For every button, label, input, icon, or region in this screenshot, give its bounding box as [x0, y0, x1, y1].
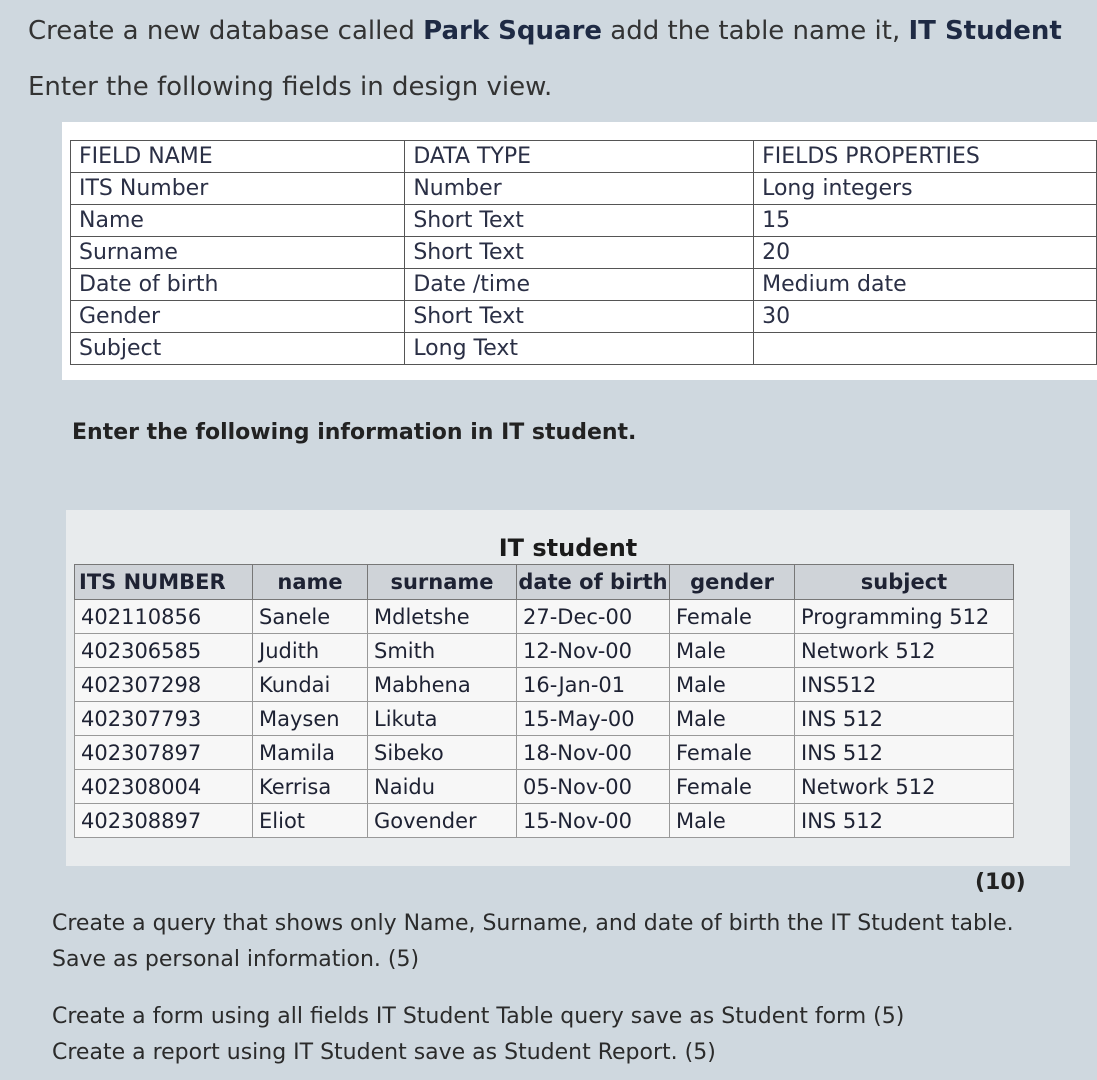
dob-cell: 16-Jan-01	[517, 668, 670, 702]
student-data-table	[74, 564, 1014, 838]
dob-cell: 15-May-00	[517, 702, 670, 736]
header-gender: gender	[670, 565, 795, 600]
surname-cell: Likuta	[368, 702, 517, 736]
subject-cell: INS512	[795, 668, 1014, 702]
subject-cell: Programming 512	[795, 600, 1014, 634]
data-type-cell: Date /time	[405, 269, 754, 301]
subject-cell: Network 512	[795, 770, 1014, 804]
gender-cell: Male	[670, 634, 795, 668]
intro-line	[28, 16, 1062, 46]
name-cell: Sanele	[253, 600, 368, 634]
name-cell: Mamila	[253, 736, 368, 770]
its-number-cell: 402307897	[75, 736, 253, 770]
table-row	[71, 333, 1097, 365]
table-row	[71, 173, 1097, 205]
intro-middle: add the table name it,	[602, 16, 909, 46]
student-table-panel	[66, 510, 1070, 866]
gender-cell: Male	[670, 702, 795, 736]
gender-cell: Male	[670, 804, 795, 838]
gender-cell: Male	[670, 668, 795, 702]
dob-cell: 12-Nov-00	[517, 634, 670, 668]
field-name-cell: ITS Number	[71, 173, 405, 205]
name-cell: Kerrisa	[253, 770, 368, 804]
field-name-cell: Date of birth	[71, 269, 405, 301]
question-query-line2: Save as personal information. (5)	[52, 947, 420, 972]
surname-cell: Mdletshe	[368, 600, 517, 634]
header-date-of-birth: date of birth	[517, 565, 670, 600]
table-header-row	[75, 565, 1014, 600]
field-property-cell: 30	[754, 301, 1097, 333]
header-subject: subject	[795, 565, 1014, 600]
its-number-cell: 402110856	[75, 600, 253, 634]
dob-cell: 15-Nov-00	[517, 804, 670, 838]
header-name: name	[253, 565, 368, 600]
table-row	[75, 668, 1014, 702]
its-number-cell: 402308004	[75, 770, 253, 804]
info-instruction: Enter the following information in IT student.	[72, 420, 637, 445]
header-data-type: DATA TYPE	[405, 141, 754, 173]
surname-cell: Govender	[368, 804, 517, 838]
name-cell: Eliot	[253, 804, 368, 838]
question-query	[52, 906, 1014, 978]
subject-cell: INS 512	[795, 736, 1014, 770]
table-row	[71, 205, 1097, 237]
field-name-cell: Surname	[71, 237, 405, 269]
data-type-cell: Short Text	[405, 205, 754, 237]
table-name: IT Student	[908, 16, 1062, 46]
subject-cell: INS 512	[795, 804, 1014, 838]
field-property-cell: Long integers	[754, 173, 1097, 205]
design-fields-table	[70, 140, 1097, 365]
dob-cell: 27-Dec-00	[517, 600, 670, 634]
intro-prefix: Create a new database called	[28, 16, 424, 46]
design-view-panel	[62, 122, 1097, 380]
surname-cell: Sibeko	[368, 736, 517, 770]
field-property-cell: 20	[754, 237, 1097, 269]
table-row	[75, 634, 1014, 668]
field-property-cell: 15	[754, 205, 1097, 237]
header-field-properties: FIELDS PROPERTIES	[754, 141, 1097, 173]
header-surname: surname	[368, 565, 517, 600]
database-name: Park Square	[423, 16, 603, 46]
marks-label: (10)	[975, 870, 1026, 895]
gender-cell: Female	[670, 770, 795, 804]
its-number-cell: 402307793	[75, 702, 253, 736]
its-number-cell: 402308897	[75, 804, 253, 838]
table-row	[75, 736, 1014, 770]
dob-cell: 05-Nov-00	[517, 770, 670, 804]
design-view-instruction: Enter the following fields in design view.	[28, 72, 553, 102]
gender-cell: Female	[670, 600, 795, 634]
subject-cell: Network 512	[795, 634, 1014, 668]
gender-cell: Female	[670, 736, 795, 770]
table-row	[75, 770, 1014, 804]
header-field-name: FIELD NAME	[71, 141, 405, 173]
surname-cell: Smith	[368, 634, 517, 668]
table-row	[71, 301, 1097, 333]
surname-cell: Mabhena	[368, 668, 517, 702]
field-property-cell	[754, 333, 1097, 365]
data-type-cell: Number	[405, 173, 754, 205]
table-row	[75, 600, 1014, 634]
data-type-cell: Long Text	[405, 333, 754, 365]
field-name-cell: Name	[71, 205, 405, 237]
subject-cell: INS 512	[795, 702, 1014, 736]
surname-cell: Naidu	[368, 770, 517, 804]
student-table-title: IT student	[498, 534, 638, 562]
its-number-cell: 402306585	[75, 634, 253, 668]
table-row	[71, 269, 1097, 301]
name-cell: Judith	[253, 634, 368, 668]
field-name-cell: Gender	[71, 301, 405, 333]
data-type-cell: Short Text	[405, 301, 754, 333]
field-property-cell: Medium date	[754, 269, 1097, 301]
question-query-line1: Create a query that shows only Name, Surname, and date of birth the IT Student table.	[52, 911, 1014, 936]
header-its-number: ITS NUMBER	[75, 565, 253, 600]
table-row	[71, 237, 1097, 269]
question-report: Create a report using IT Student save as Student Report. (5)	[52, 1040, 716, 1065]
question-form: Create a form using all fields IT Student Table query save as Student form (5)	[52, 1004, 905, 1029]
table-header-row	[71, 141, 1097, 173]
data-type-cell: Short Text	[405, 237, 754, 269]
table-row	[75, 702, 1014, 736]
name-cell: Kundai	[253, 668, 368, 702]
its-number-cell: 402307298	[75, 668, 253, 702]
dob-cell: 18-Nov-00	[517, 736, 670, 770]
table-row	[75, 804, 1014, 838]
field-name-cell: Subject	[71, 333, 405, 365]
name-cell: Maysen	[253, 702, 368, 736]
